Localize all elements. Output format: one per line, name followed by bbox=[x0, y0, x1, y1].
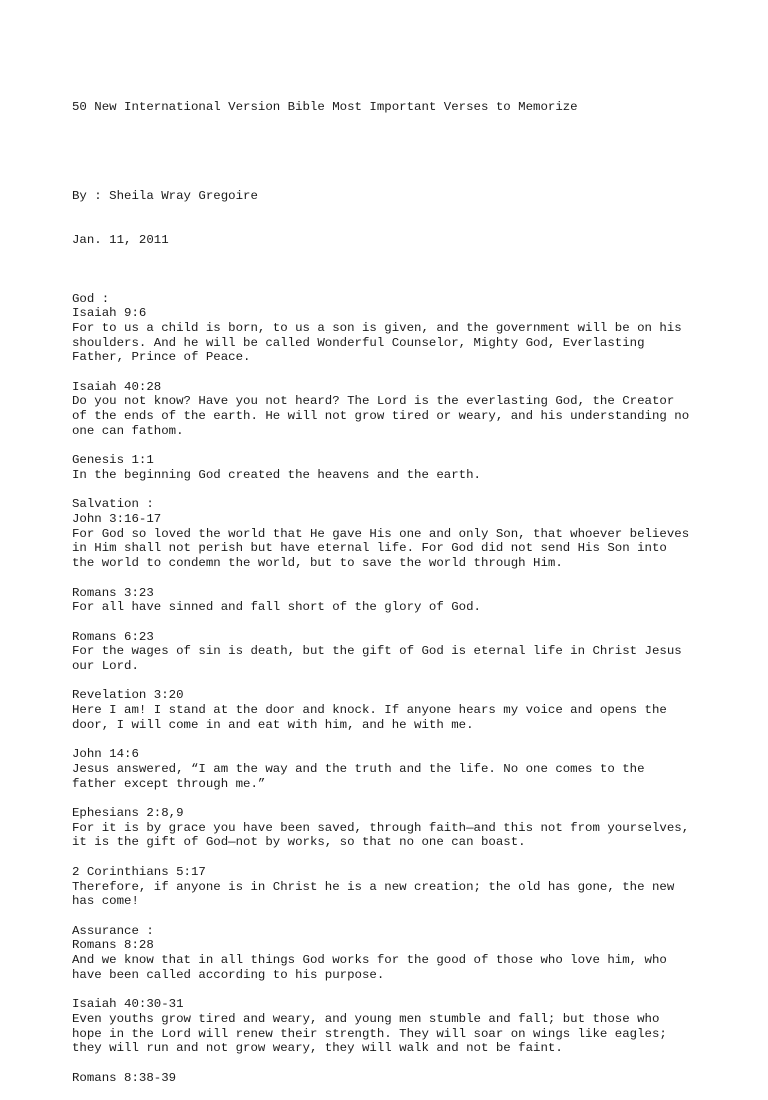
verse-text-line: the world to condemn the world, but to save the world through Him. bbox=[72, 556, 563, 571]
verse-text-line: For the wages of sin is death, but the gift of God is eternal life in Christ Jesus bbox=[72, 644, 682, 659]
spacer bbox=[72, 909, 712, 924]
verse-text-line: Jesus answered, “I am the way and the truth and the life. No one comes to the bbox=[72, 761, 645, 776]
verse-block bbox=[72, 453, 712, 482]
spacer bbox=[72, 483, 712, 498]
document-page bbox=[72, 71, 712, 1100]
spacer bbox=[72, 277, 712, 292]
verse-text-line: Father, Prince of Peace. bbox=[72, 350, 251, 365]
verse-block bbox=[72, 306, 712, 365]
verse-reference: Ephesians 2:8,9 bbox=[72, 806, 184, 820]
verse-reference: Romans 3:23 bbox=[72, 585, 154, 600]
spacer bbox=[72, 674, 712, 689]
spacer bbox=[72, 791, 712, 806]
verse-reference: Isaiah 40:30-31 bbox=[72, 997, 184, 1012]
verse-text-line: father except through me.” bbox=[72, 776, 266, 791]
verse-reference: Romans 6:23 bbox=[72, 629, 154, 644]
spacer bbox=[72, 733, 712, 748]
verse-text-line: For all have sinned and fall short of the glory of God. bbox=[72, 600, 481, 615]
verse-text-line: Do you not know? Have you not heard? The Lord is the everlasting God, the Creator bbox=[72, 394, 675, 409]
spacer bbox=[72, 850, 712, 865]
verse-block bbox=[72, 1071, 712, 1086]
verse-reference: John 14:6 bbox=[72, 747, 139, 762]
verse-block bbox=[72, 688, 712, 732]
verse-text-line: in Him shall not perish but have eternal life. For God did not send His Son into bbox=[72, 541, 667, 556]
verse-text-line: have been called according to his purpose. bbox=[72, 967, 385, 982]
verse-block bbox=[72, 865, 712, 909]
verse-text-line: shoulders. And he will be called Wonderful Counselor, Mighty God, Everlasting bbox=[72, 335, 645, 350]
section-heading: Assurance : bbox=[72, 923, 154, 938]
spacer bbox=[72, 365, 712, 380]
verse-reference: Genesis 1:1 bbox=[72, 453, 154, 468]
verse-text-line: of the ends of the earth. He will not grow tired or weary, and his understanding no bbox=[72, 409, 690, 424]
document-title: 50 New International Version Bible Most Important Verses to Memorize bbox=[72, 100, 578, 115]
verse-text-line: hope in the Lord will renew their strength. They will soar on wings like eagles; bbox=[72, 1026, 667, 1041]
verse-text-line: it is the gift of God—not by works, so that no one can boast. bbox=[72, 835, 526, 850]
verse-block bbox=[72, 630, 712, 674]
verse-text-line: For it is by grace you have been saved, through faith—and this not from yourselves, bbox=[72, 820, 690, 835]
document-date: Jan. 11, 2011 bbox=[72, 232, 169, 247]
verse-text-line: door, I will come in and eat with him, and he with me. bbox=[72, 717, 474, 732]
verse-block bbox=[72, 806, 712, 850]
verse-block bbox=[72, 938, 712, 982]
verse-text-line: For God so loved the world that He gave His one and only Son, that whoever believes bbox=[72, 526, 690, 541]
verse-text-line: has come! bbox=[72, 894, 139, 909]
verse-block bbox=[72, 380, 712, 439]
verse-text-line: Even youths grow tired and weary, and young men stumble and fall; but those who bbox=[72, 1011, 660, 1026]
verse-reference: Revelation 3:20 bbox=[72, 688, 184, 703]
verse-text-line: Therefore, if anyone is in Christ he is a new creation; the old has gone, the new bbox=[72, 879, 675, 894]
verse-text-line: And we know that in all things God works for the good of those who love him, who bbox=[72, 953, 667, 967]
verse-block bbox=[72, 586, 712, 615]
verse-block bbox=[72, 997, 712, 1056]
verse-text-line: Here I am! I stand at the door and knock. If anyone hears my voice and opens the bbox=[72, 703, 667, 718]
verse-reference: Romans 8:28 bbox=[72, 938, 154, 953]
spacer bbox=[72, 615, 712, 630]
spacer bbox=[72, 571, 712, 586]
verse-text-line: In the beginning God created the heavens and the earth. bbox=[72, 467, 481, 482]
sections-container bbox=[72, 277, 712, 1085]
verse-block bbox=[72, 747, 712, 791]
verse-reference: Isaiah 9:6 bbox=[72, 306, 147, 321]
spacer bbox=[72, 145, 712, 160]
spacer bbox=[72, 982, 712, 997]
spacer bbox=[72, 1056, 712, 1071]
verse-reference: Romans 8:38-39 bbox=[72, 1070, 177, 1085]
verse-reference: Isaiah 40:28 bbox=[72, 379, 162, 394]
verse-text-line: they will run and not grow weary, they will walk and not be faint. bbox=[72, 1041, 563, 1056]
verse-text-line: For to us a child is born, to us a son is given, and the government will be on his bbox=[72, 320, 682, 335]
verse-reference: 2 Corinthians 5:17 bbox=[72, 864, 206, 879]
section-heading: Salvation : bbox=[72, 497, 154, 512]
author-line: By : Sheila Wray Gregoire bbox=[72, 188, 258, 203]
verse-block bbox=[72, 512, 712, 571]
spacer bbox=[72, 439, 712, 454]
section-heading: God : bbox=[72, 291, 110, 306]
verse-text-line: one can fathom. bbox=[72, 423, 184, 438]
verse-reference: John 3:16-17 bbox=[72, 512, 162, 527]
verse-text-line: our Lord. bbox=[72, 659, 139, 674]
